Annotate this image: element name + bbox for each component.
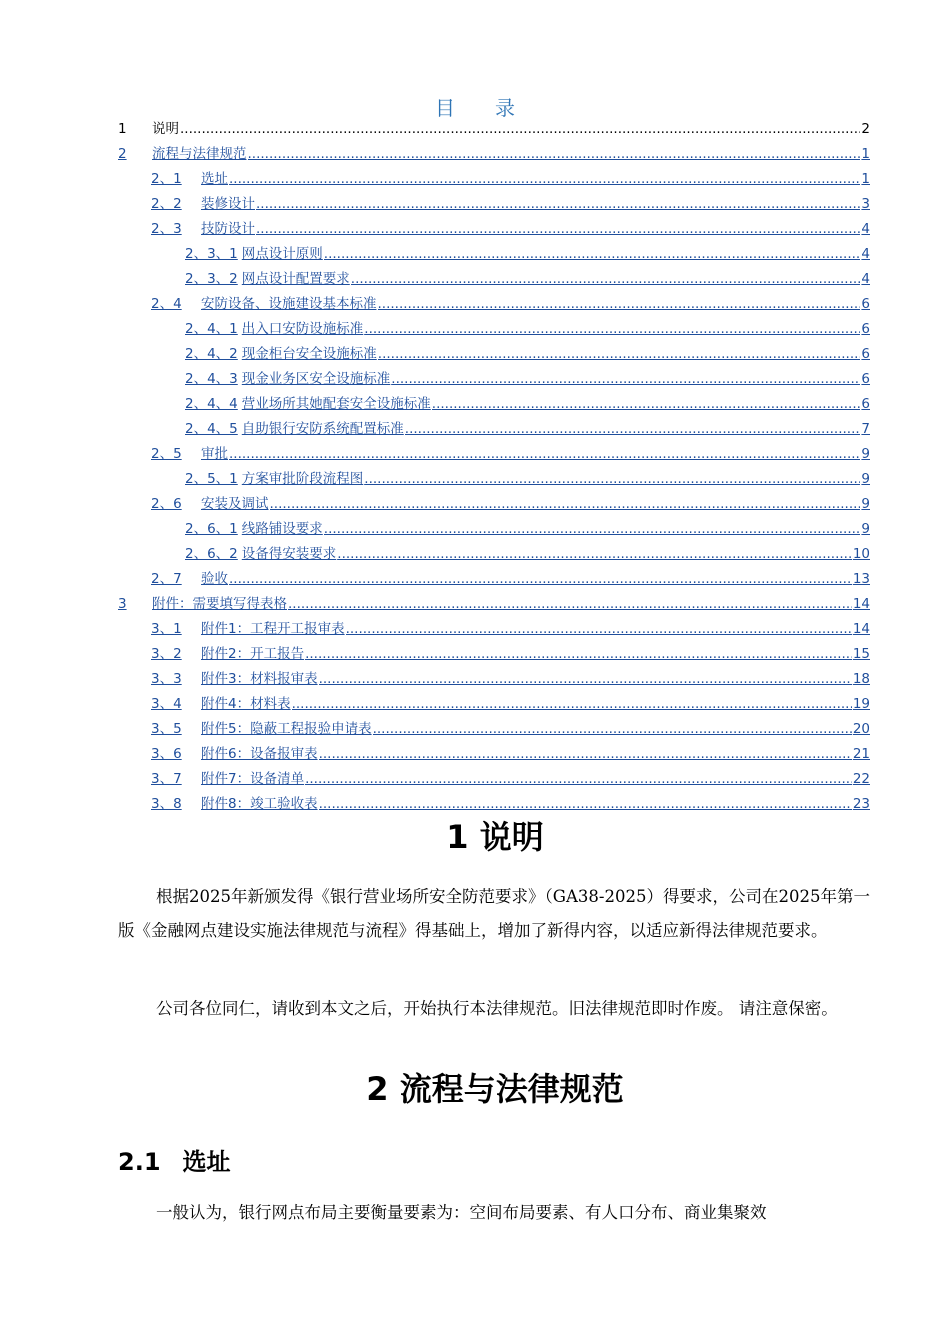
toc-entry-page: 4 — [861, 221, 870, 237]
toc-entry-number: 2、4、4 — [185, 396, 238, 412]
toc-entry[interactable] — [118, 417, 870, 442]
toc-entry-text: 附件：需要填写得表格 — [152, 596, 287, 612]
toc-leader-dots — [288, 592, 852, 617]
toc-entry[interactable] — [118, 642, 870, 667]
toc-entry[interactable] — [118, 442, 870, 467]
toc-leader-dots — [305, 642, 852, 667]
toc-entry-page: 2 — [861, 121, 870, 137]
toc-entry-number: 2、5 — [151, 446, 182, 462]
toc-leader-dots — [256, 217, 860, 242]
section-2-1-paragraph: 一般认为，银行网点布局主要衡量要素为：空间布局要素、有人口分布、商业集聚效 — [156, 1203, 767, 1222]
toc-entry[interactable] — [118, 317, 870, 342]
toc-entry-text: 流程与法律规范 — [152, 146, 247, 162]
toc-leader-dots — [319, 742, 852, 767]
toc-entry-number: 2、1 — [151, 171, 182, 187]
toc-entry-text: 线路铺设要求 — [241, 521, 323, 537]
toc-entry[interactable] — [118, 217, 870, 242]
toc-leader-dots — [229, 567, 852, 592]
toc-entry-number: 2、3、1 — [185, 246, 238, 262]
toc-entry-page: 15 — [852, 646, 870, 662]
toc-entry[interactable] — [118, 717, 870, 742]
toc-entry-number: 2、6、1 — [185, 521, 238, 537]
toc-entry-page: 23 — [852, 796, 870, 812]
toc-leader-dots — [346, 617, 852, 642]
toc-leader-dots — [378, 292, 861, 317]
toc-entry-number: 3、7 — [151, 771, 182, 787]
toc-entry-page: 9 — [861, 521, 870, 537]
toc-title: 目录 — [435, 96, 555, 120]
toc-entry[interactable] — [118, 167, 870, 192]
toc-entry-text: 网点设计原则 — [241, 246, 323, 262]
toc-entry-number: 3、8 — [151, 796, 182, 812]
table-of-contents — [118, 117, 870, 817]
toc-entry-number: 2、4、1 — [185, 321, 238, 337]
toc-entry[interactable] — [118, 767, 870, 792]
toc-entry-page: 21 — [852, 746, 870, 762]
toc-entry-page: 14 — [852, 621, 870, 637]
toc-entry-number: 2、4、2 — [185, 346, 238, 362]
toc-entry-page: 13 — [852, 571, 870, 587]
section-1-paragraph-1: 根据2025年新颁发得《银行营业场所安全防范要求》（GA38-2025）得要求，公司在2025年第一版《金融网点建设实施法律规范与流程》得基础上，增加了新得内容，以适应新得法律规范要求。 — [118, 887, 870, 940]
toc-entry-number: 2、3、2 — [185, 271, 238, 287]
toc-entry-number: 2、7 — [151, 571, 182, 587]
section-2-1-title: 选址 — [182, 1148, 231, 1176]
toc-leader-dots — [364, 317, 860, 342]
toc-entry-page: 1 — [861, 146, 870, 162]
section-2-1-heading — [118, 1142, 231, 1177]
toc-entry-page: 20 — [852, 721, 870, 737]
toc-leader-dots — [180, 117, 860, 142]
toc-entry-text: 附件6：设备报审表 — [201, 746, 318, 762]
toc-entry — [118, 117, 870, 142]
toc-leader-dots — [337, 542, 852, 567]
toc-leader-dots — [378, 342, 861, 367]
toc-entry-text: 现金业务区安全设施标准 — [241, 371, 391, 387]
toc-entry-page: 3 — [861, 196, 870, 212]
toc-entry-text: 网点设计配置要求 — [241, 271, 350, 287]
toc-entry-text: 装修设计 — [201, 196, 255, 212]
toc-entry-text: 现金柜台安全设施标准 — [241, 346, 377, 362]
toc-entry[interactable] — [118, 517, 870, 542]
toc-entry-number: 2、4、3 — [185, 371, 238, 387]
section-2-1-number: 2.1 — [118, 1148, 161, 1176]
toc-entry-text: 附件1：工程开工报审表 — [201, 621, 345, 637]
toc-entry-number: 3、1 — [151, 621, 182, 637]
toc-entry-page: 6 — [861, 296, 870, 312]
toc-entry-number: 3、6 — [151, 746, 182, 762]
toc-entry-text: 方案审批阶段流程图 — [241, 471, 364, 487]
toc-entry-page: 6 — [861, 321, 870, 337]
toc-entry-text: 附件3：材料报审表 — [201, 671, 318, 687]
toc-entry[interactable] — [118, 692, 870, 717]
toc-entry-page: 1 — [861, 171, 870, 187]
toc-entry-number: 3、5 — [151, 721, 182, 737]
toc-entry-number: 3、4 — [151, 696, 182, 712]
toc-entry[interactable] — [118, 192, 870, 217]
toc-entry-number: 2 — [118, 146, 127, 162]
toc-entry-text: 技防设计 — [201, 221, 255, 237]
toc-leader-dots — [432, 392, 861, 417]
toc-entry-text: 安装及调试 — [201, 496, 269, 512]
toc-entry-text: 说明 — [152, 121, 179, 137]
toc-leader-dots — [305, 767, 852, 792]
toc-entry-text: 选址 — [201, 171, 228, 187]
toc-entry-text: 出入口安防设施标准 — [241, 321, 364, 337]
toc-entry-number: 2、6、2 — [185, 546, 238, 562]
toc-leader-dots — [364, 467, 860, 492]
toc-entry[interactable] — [118, 492, 870, 517]
toc-entry-page: 9 — [861, 471, 870, 487]
toc-entry[interactable] — [118, 742, 870, 767]
toc-entry[interactable] — [118, 592, 870, 617]
section-1-heading: 1 说明 — [446, 818, 544, 856]
toc-leader-dots — [256, 192, 860, 217]
toc-entry[interactable] — [118, 267, 870, 292]
toc-entry-number: 2、4 — [151, 296, 182, 312]
toc-entry-text: 安防设备、设施建设基本标准 — [201, 296, 377, 312]
toc-entry-page: 22 — [852, 771, 870, 787]
toc-leader-dots — [229, 167, 860, 192]
toc-entry[interactable] — [118, 567, 870, 592]
toc-entry-page: 9 — [861, 446, 870, 462]
toc-leader-dots — [324, 517, 861, 542]
toc-entry[interactable] — [118, 392, 870, 417]
toc-entry-page: 18 — [852, 671, 870, 687]
toc-entry[interactable] — [118, 367, 870, 392]
toc-leader-dots — [351, 267, 861, 292]
toc-entry-number: 2、6 — [151, 496, 182, 512]
toc-entry-page: 7 — [861, 421, 870, 437]
toc-leader-dots — [248, 142, 861, 167]
toc-entry-page: 19 — [852, 696, 870, 712]
toc-entry[interactable] — [118, 542, 870, 567]
toc-entry-number: 2、2 — [151, 196, 182, 212]
toc-entry-page: 6 — [861, 346, 870, 362]
toc-leader-dots — [270, 492, 861, 517]
toc-entry-page: 9 — [861, 496, 870, 512]
toc-leader-dots — [319, 667, 852, 692]
toc-entry-page: 10 — [852, 546, 870, 562]
toc-entry-page: 4 — [861, 246, 870, 262]
toc-leader-dots — [229, 442, 860, 467]
toc-entry-number: 3 — [118, 596, 127, 612]
toc-entry[interactable] — [118, 667, 870, 692]
toc-leader-dots — [292, 692, 852, 717]
toc-entry[interactable] — [118, 242, 870, 267]
toc-entry[interactable] — [118, 292, 870, 317]
toc-entry[interactable] — [118, 467, 870, 492]
toc-entry-text: 附件4：材料表 — [201, 696, 291, 712]
toc-entry-text: 附件7：设备清单 — [201, 771, 305, 787]
toc-entry-number: 2、4、5 — [185, 421, 238, 437]
section-2-heading: 2 流程与法律规范 — [366, 1070, 624, 1108]
toc-entry-number: 2、5、1 — [185, 471, 238, 487]
toc-entry[interactable] — [118, 342, 870, 367]
section-1-paragraph-2: 公司各位同仁，请收到本文之后，开始执行本法律规范。旧法律规范即时作废。 请注意保密。 — [156, 999, 838, 1018]
toc-leader-dots — [324, 242, 861, 267]
toc-leader-dots — [391, 367, 860, 392]
toc-entry-text: 验收 — [201, 571, 228, 587]
toc-entry-page: 6 — [861, 371, 870, 387]
toc-entry-number: 3、3 — [151, 671, 182, 687]
toc-entry-number: 3、2 — [151, 646, 182, 662]
toc-entry-page: 14 — [852, 596, 870, 612]
toc-entry-number: 2、3 — [151, 221, 182, 237]
toc-entry-text: 附件5：隐蔽工程报验申请表 — [201, 721, 372, 737]
toc-leader-dots — [373, 717, 852, 742]
toc-entry-text: 营业场所其她配套安全设施标准 — [241, 396, 431, 412]
toc-entry-text: 附件8：竣工验收表 — [201, 796, 318, 812]
toc-entry[interactable] — [118, 142, 870, 167]
toc-entry-text: 附件2：开工报告 — [201, 646, 305, 662]
toc-entry-text: 设备得安装要求 — [241, 546, 337, 562]
toc-entry[interactable] — [118, 617, 870, 642]
toc-entry-page: 4 — [861, 271, 870, 287]
toc-leader-dots — [405, 417, 861, 442]
toc-entry-page: 6 — [861, 396, 870, 412]
toc-entry-text: 审批 — [201, 446, 228, 462]
toc-entry-text: 自助银行安防系统配置标准 — [241, 421, 404, 437]
toc-entry-number: 1 — [118, 121, 127, 137]
